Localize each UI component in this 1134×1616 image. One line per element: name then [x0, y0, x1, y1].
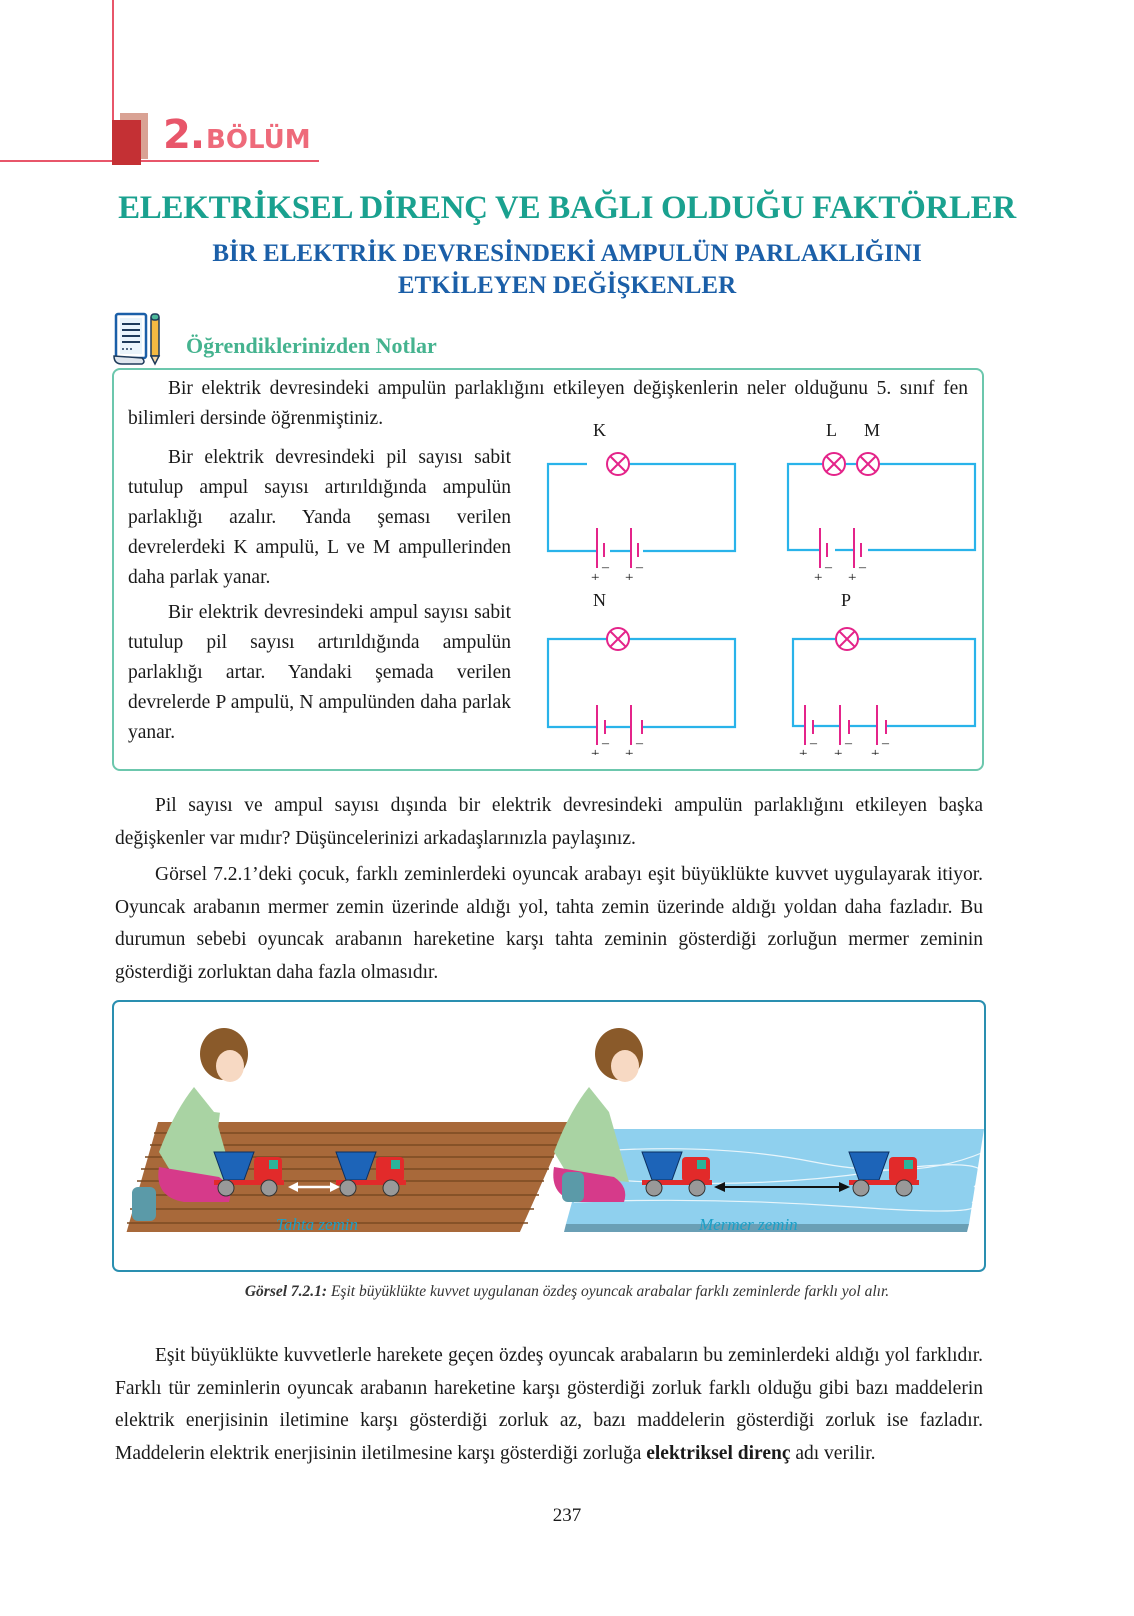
- svg-text:+: +: [848, 570, 857, 580]
- p3-text-after: adı verilir.: [790, 1442, 876, 1464]
- bulb-m-icon: [857, 453, 879, 475]
- circuit-k-diagram: [520, 410, 740, 580]
- key-term: elektriksel direnç: [646, 1442, 791, 1464]
- figure-illustration: [114, 1002, 984, 1232]
- bulb-l-icon: [823, 453, 845, 475]
- svg-text:+: +: [625, 746, 634, 755]
- svg-text:–: –: [845, 736, 852, 751]
- svg-text:+: +: [834, 746, 843, 755]
- bulb-label-k: K: [593, 420, 606, 440]
- label-marble-floor: Mermer zemin: [699, 1215, 798, 1234]
- notes-title: Öğrendiklerinizden Notlar: [186, 333, 437, 358]
- margin-line-horizontal: [0, 160, 319, 162]
- caption-text: Eşit büyüklükte kuvvet uygulanan özdeş oyuncak arabalar farklı zeminlerde farklı yol alır.: [327, 1283, 890, 1300]
- body-paragraph-1: Pil sayısı ve ampul sayısı dışında bir elektrik devresindeki ampulün parlaklığını etkileyen başka değişkenler var mıdır? Düşüncelerinizi arkadaşlarınızla paylaşınız.: [115, 795, 983, 849]
- body-paragraph-2: Görsel 7.2.1’deki çocuk, farklı zeminlerdeki oyuncak arabayı eşit büyüklükte kuvvet uygulayarak itiyor. Oyuncak arabanın mermer zemin üzerinde aldığı yol, tahta zemin üzerinde aldığı yoldan daha fazladır. Bu durumun sebebi oyuncak arabanın hareketine karşı tahta zeminin gösterdiği zorluğun mermer zeminin gösterdiği zorluktan daha fazla olmasıdır.: [115, 864, 983, 983]
- figure-caption: [0, 1283, 1134, 1301]
- circuit-k: [520, 410, 740, 580]
- svg-text:–: –: [825, 560, 832, 575]
- page-subtitle: [0, 238, 1134, 302]
- svg-text:–: –: [636, 736, 643, 751]
- notes-para-1: Bir elektrik devresindeki pil sayısı sabit tutulup ampul sayısı artırıldığında ampulün parlaklığı azalır. Yanda şeması verilen devrelerdeki K ampulü, L ve M ampullerinden daha parlak yanar.: [128, 447, 511, 588]
- svg-text:+: +: [814, 570, 823, 580]
- body-paragraph-3: [115, 1340, 983, 1470]
- svg-text:+: +: [799, 746, 808, 755]
- svg-text:–: –: [882, 736, 889, 751]
- svg-text:+: +: [625, 570, 634, 580]
- svg-text:–: –: [602, 736, 609, 751]
- circuit-p: [760, 580, 980, 755]
- svg-text:+: +: [591, 570, 600, 580]
- bulb-k-icon: [607, 453, 629, 475]
- chapter-marker-front: [112, 120, 141, 165]
- caption-label: Görsel 7.2.1:: [244, 1283, 328, 1300]
- notepad-pencil-icon: [112, 312, 164, 368]
- svg-text:–: –: [859, 560, 866, 575]
- page-number: 237: [552, 1505, 582, 1526]
- circuit-p-diagram: [760, 580, 980, 755]
- notes-para-2: Bir elektrik devresindeki ampul sayısı sabit tutulup pil sayısı artırıldığında ampulün parlaklığı artar. Yandaki şemada verilen devrelerde P ampulü, N ampulünden daha parlak yanar.: [128, 602, 511, 743]
- circuit-n: [520, 580, 740, 755]
- subtitle-line-2: ETKİLEYEN DEĞİŞKENLER: [397, 272, 737, 299]
- chapter-number: 2.: [163, 112, 205, 158]
- subtitle-line-1: BİR ELEKTRİK DEVRESİNDEKİ AMPULÜN PARLAKLIĞINI: [212, 240, 922, 267]
- bulb-label-m: M: [864, 420, 881, 440]
- notes-intro: Bir elektrik devresindeki ampulün parlaklığını etkileyen değişkenlerin neler olduğunu 5. sınıf fen bilimleri dersinde öğrenmiştiniz.: [128, 378, 968, 429]
- svg-text:–: –: [602, 560, 609, 575]
- chapter-heading: [163, 112, 311, 158]
- label-wooden-floor: Tahta zemin: [276, 1215, 359, 1234]
- svg-text:+: +: [591, 746, 600, 755]
- bulb-n-icon: [607, 628, 629, 650]
- chapter-word: BÖLÜM: [206, 125, 311, 155]
- p3-text-before: Eşit büyüklükte kuvvetlerle harekete geçen özdeş oyuncak arabaların bu zeminlerdeki aldığı yol farklıdır. Farklı tür zeminlerin oyuncak arabanın hareketine karşı gösterdiği zorluk farklı olduğu gibi bazı maddelerin elektrik enerjisinin iletimine karşı gösterdiği zorluk az, bazı maddelerin gösterdiği zorluk ise fazladır. Maddelerin elektrik enerjisinin iletilmesine karşı gösterdiği zorluğa: [115, 1345, 983, 1464]
- svg-text:+: +: [871, 746, 880, 755]
- svg-text:–: –: [810, 736, 817, 751]
- svg-text:–: –: [636, 560, 643, 575]
- bulb-label-l: L: [826, 420, 837, 440]
- bulb-label-n: N: [593, 590, 606, 610]
- figure-box: [112, 1000, 986, 1272]
- bulb-label-p: P: [841, 590, 852, 610]
- circuit-n-diagram: [520, 580, 740, 755]
- circuit-lm: [760, 410, 980, 580]
- bulb-p-icon: [836, 628, 858, 650]
- page-title: ELEKTRİKSEL DİRENÇ VE BAĞLI OLDUĞU FAKTÖRLER: [118, 190, 1016, 226]
